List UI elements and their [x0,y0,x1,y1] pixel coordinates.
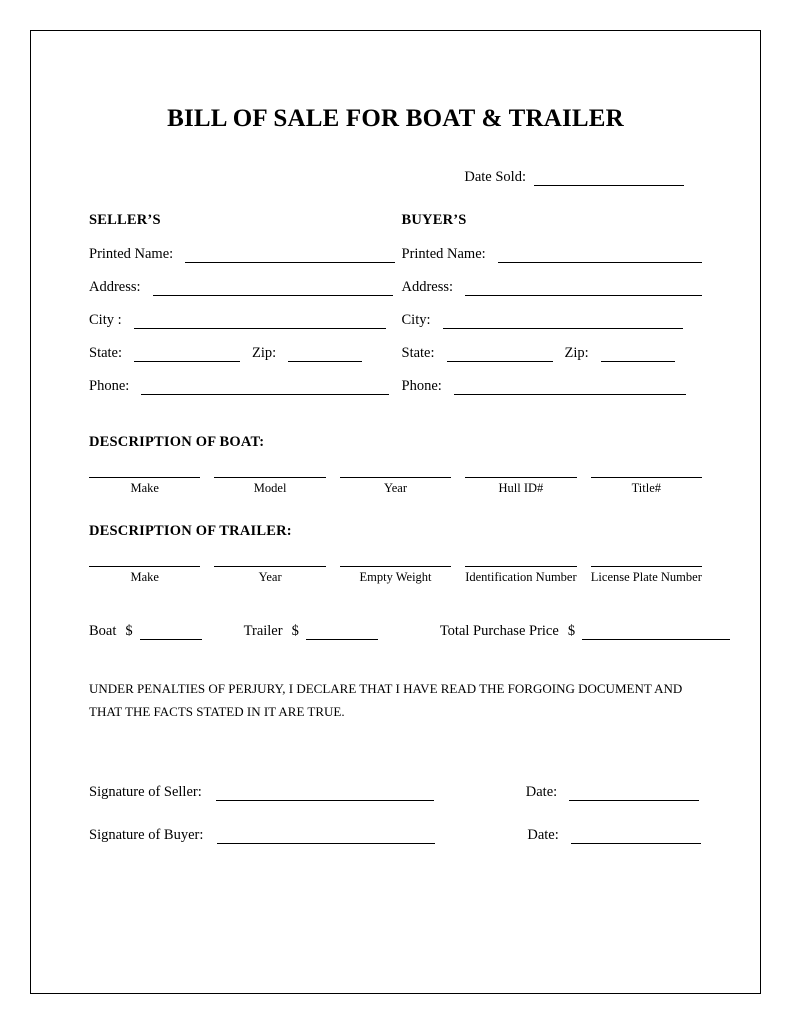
boat-price-label: Boat [89,623,117,640]
seller-phone-label: Phone: [89,378,130,394]
boat-year-input[interactable] [340,477,451,478]
seller-printed-name-row [89,243,396,263]
seller-address-label: Address: [89,279,141,295]
trailer-make-label: Make [130,569,159,584]
boat-price-input[interactable] [140,626,202,640]
buyer-zip-label: Zip: [564,345,589,361]
seller-zip-input[interactable] [288,347,362,362]
boat-title-label: Title# [631,481,662,495]
trailer-license-plate-number-input[interactable] [591,566,702,567]
trailer-license-plate-number-label: License Plate Number [590,569,702,584]
seller-phone-row [89,375,396,395]
seller-date-input[interactable] [569,786,699,801]
boat-hull-id-input[interactable] [465,477,576,478]
date-sold-row [89,169,702,186]
price-row [89,623,702,640]
buyer-date-input[interactable] [571,829,701,844]
boat-make-column [89,477,200,497]
buyer-date-label: Date: [527,826,559,843]
boat-model-input[interactable] [214,477,325,478]
seller-zip-label: Zip: [252,345,277,361]
trailer-price-currency: $ [291,623,299,640]
buyer-heading: BUYER’S [401,212,467,228]
seller-state-label: State: [89,345,123,361]
date-sold-input[interactable] [534,172,684,186]
boat-description-table [89,477,702,497]
page-title: BILL OF SALE FOR BOAT & TRAILER [167,105,624,132]
boat-price-group [89,623,202,640]
trailer-year-input[interactable] [214,566,325,567]
trailer-empty-weight-label: Empty Weight [359,569,432,584]
buyer-address-row [402,276,703,296]
boat-model-label: Model [253,481,287,495]
seller-signature-input[interactable] [216,786,434,801]
seller-printed-name-input[interactable] [185,248,395,263]
buyer-state-label: State: [401,345,435,361]
boat-price-currency: $ [125,623,133,640]
trailer-identification-number-column [465,566,576,586]
signatures-section [89,784,702,844]
buyer-city-row [402,309,703,329]
seller-date-label: Date: [525,783,558,800]
buyer-signature-row [89,827,702,844]
boat-year-label: Year [383,481,408,495]
total-price-group [440,623,730,640]
buyer-signature-label: Signature of Buyer: [89,826,204,843]
trailer-description-table [89,566,702,586]
seller-signature-label: Signature of Seller: [89,783,202,800]
buyer-signature-input[interactable] [217,829,435,844]
trailer-price-label: Trailer [243,623,283,640]
trailer-year-label: Year [258,569,282,584]
buyer-printed-name-row [402,243,703,263]
buyer-phone-input[interactable] [454,380,686,395]
document-content [31,31,760,844]
total-price-input[interactable] [582,626,730,640]
buyer-block [396,212,703,408]
boat-title-column [591,477,702,497]
boat-hull-id-label: Hull ID# [498,481,544,495]
seller-heading: SELLER’S [89,212,161,228]
buyer-city-input[interactable] [443,314,683,329]
seller-city-row [89,309,396,329]
trailer-identification-number-input[interactable] [465,566,576,567]
buyer-city-label: City: [401,312,431,328]
boat-model-column [214,477,325,497]
trailer-license-plate-number-column [591,566,702,586]
buyer-phone-row [402,375,703,395]
seller-city-label: City : [89,312,122,328]
buyer-phone-label: Phone: [401,378,442,394]
buyer-state-input[interactable] [447,347,553,362]
buyer-state-zip-row [402,342,703,362]
buyer-printed-name-input[interactable] [498,248,702,263]
perjury-statement: UNDER PENALTIES OF PERJURY, I DECLARE THAT I HAVE READ THE FORGOING DOCUMENT AND THAT THE FACTS STATED IN IT ARE TRUE. [89,681,683,719]
seller-phone-input[interactable] [141,380,389,395]
boat-hull-id-column [465,477,576,497]
buyer-address-label: Address: [401,279,454,295]
trailer-make-column [89,566,200,586]
boat-make-input[interactable] [89,477,200,478]
trailer-empty-weight-input[interactable] [340,566,451,567]
trailer-year-column [214,566,325,586]
boat-description-heading: DESCRIPTION OF BOAT: [89,434,265,450]
seller-address-row [89,276,396,296]
date-sold-label: Date Sold: [464,169,526,185]
seller-block [89,212,396,408]
total-price-currency: $ [567,623,576,640]
trailer-empty-weight-column [340,566,451,586]
boat-year-column [340,477,451,497]
document-sheet [30,30,761,994]
trailer-description-heading: DESCRIPTION OF TRAILER: [89,522,292,539]
trailer-identification-number-label: Identification Number [465,569,577,584]
seller-state-input[interactable] [134,347,240,362]
buyer-address-input[interactable] [465,281,702,296]
seller-state-zip-row [89,342,396,362]
total-price-label: Total Purchase Price [439,623,559,640]
boat-title-input[interactable] [591,477,702,478]
buyer-printed-name-label: Printed Name: [401,246,486,262]
trailer-price-group [244,623,378,640]
trailer-make-input[interactable] [89,566,200,567]
seller-address-input[interactable] [153,281,393,296]
boat-make-label: Make [130,481,159,495]
trailer-price-input[interactable] [306,626,378,640]
seller-signature-row [89,784,702,801]
buyer-zip-input[interactable] [601,347,675,362]
seller-printed-name-label: Printed Name: [89,246,174,262]
parties-section [89,212,702,408]
seller-city-input[interactable] [134,314,386,329]
